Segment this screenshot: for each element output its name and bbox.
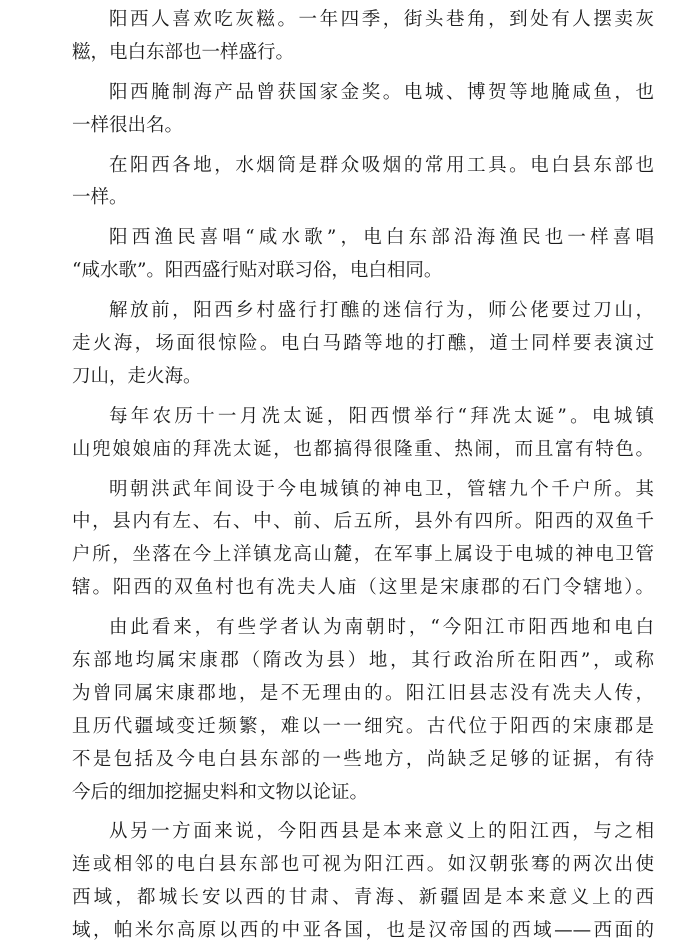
text-line: 走火海，场面很惊险。电白马踏等地的打醮，道士同样要表演过 <box>72 333 654 355</box>
text-line: 解放前，阳西乡村盛行打醮的迷信行为，师公佬要过刀山， <box>109 300 654 322</box>
text-line: 一样很出名。 <box>72 114 184 136</box>
text-line: 东部地均属宋康郡（隋改为县）地，其行政治所在阳西”，或称 <box>72 650 654 672</box>
paragraph <box>72 612 654 809</box>
text-line: 山兜娘娘庙的拜冼太诞，也都搞得很隆重、热闹，而且富有特色。 <box>72 438 654 460</box>
text-line: 阳西腌制海产品曾获国家金奖。电城、博贺等地腌咸鱼，也 <box>109 81 654 103</box>
paragraph <box>72 401 654 467</box>
text-line: 且历代疆域变迁频繁，难以一一细究。古代位于阳西的宋康郡是 <box>72 715 654 737</box>
text-line: 由此看来，有些学者认为南朝时，“今阳江市阳西地和电白 <box>109 617 654 639</box>
paragraph <box>72 474 654 606</box>
text-line: 每年农历十一月冼太诞，阳西惯举行“拜冼太诞”。电城镇 <box>109 405 654 427</box>
text-line: 为曾同属宋康郡地，是不无理由的。阳江旧县志没有冼夫人传， <box>72 682 654 704</box>
text-line: 连或相邻的电白县东部也可视为阳江西。如汉朝张骞的两次出使 <box>72 854 654 876</box>
text-line: 辖。阳西的双鱼村也有冼夫人庙（这里是宋康郡的石门令辖地）。 <box>72 577 654 599</box>
text-line: 中，县内有左、右、中、前、后五所，县外有四所。阳西的双鱼千 <box>72 511 654 533</box>
text-line: 阳西渔民喜唱“咸水歌”，电白东部沿海渔民也一样喜唱 <box>109 227 654 249</box>
paragraph <box>72 77 654 143</box>
text-line: 刀山，走火海。 <box>72 365 202 387</box>
text-line: 西域，都城长安以西的甘肃、青海、新疆固是本来意义上的西 <box>72 887 654 909</box>
text-line: 明朝洪武年间设于今电城镇的神电卫，管辖九个千户所。其 <box>109 478 654 500</box>
paragraph <box>72 816 654 948</box>
text-line: 在阳西各地，水烟筒是群众吸烟的常用工具。电白县东部也 <box>109 154 654 176</box>
text-line: “咸水歌”。阳西盛行贴对联习俗，电白相同。 <box>72 260 443 282</box>
text-line: 一样。 <box>72 187 128 209</box>
text-line: 不是包括及今电白县东部的一些地方，尚缺乏足够的证据，有待 <box>72 748 654 770</box>
paragraph <box>72 150 654 216</box>
paragraph <box>72 222 654 288</box>
text-line: 今后的细加挖掘史料和文物以论证。 <box>72 781 369 803</box>
paragraph <box>72 4 654 70</box>
paragraph <box>72 295 654 394</box>
text-line: 从另一方面来说，今阳西县是本来意义上的阳江西，与之相 <box>109 821 654 843</box>
text-line: 阳西人喜欢吃灰糍。一年四季，街头巷角，到处有人摆卖灰 <box>109 9 654 30</box>
text-line: 域，帕米尔高原以西的中亚各国，也是汉帝国的西域——西面的 <box>72 920 654 942</box>
text-line: 户所，坐落在今上洋镇龙高山麓，在军事上属设于电城的神电卫管 <box>72 544 654 566</box>
text-line: 糍，电白东部也一样盛行。 <box>72 41 295 63</box>
